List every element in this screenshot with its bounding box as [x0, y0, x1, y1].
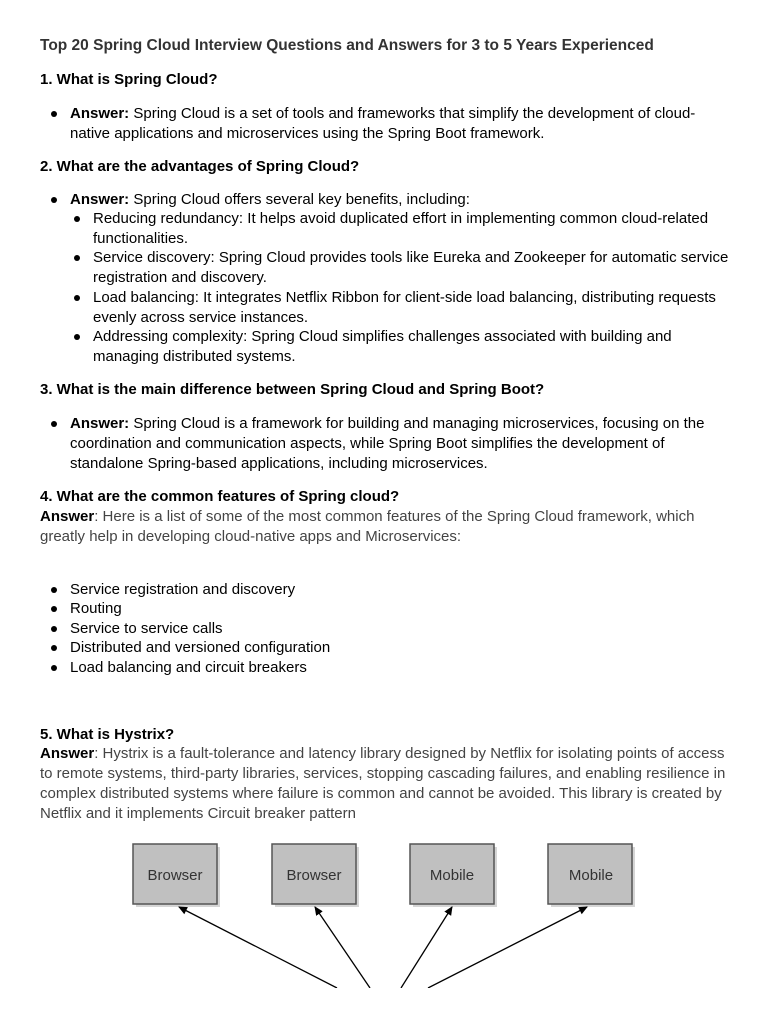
answer-label: Answer:: [70, 191, 130, 208]
hystrix-diagram: [125, 836, 655, 988]
node-browser-2: [272, 844, 359, 907]
question-5: 5. What is Hystrix?: [40, 726, 175, 743]
feature-item: Distributed and versioned configuration: [70, 639, 331, 656]
answer-4-text: : Here is a list of some of the most common features of the Spring Cloud framework, which greatly help in developing cloud-native apps and Microservices:: [40, 508, 695, 545]
node-label: Browser: [286, 867, 342, 884]
node-label: Mobile: [568, 867, 614, 884]
benefit-item: Service discovery: Spring Cloud provides tools like Eureka and Zookeeper for automatic service registration and discovery.: [93, 248, 738, 288]
feature-item: Service registration and discovery: [70, 581, 296, 598]
answer-1-text: Spring Cloud is a set of tools and frameworks that simplify the development of cloud-native applications and microservices using the Spring Boot framework.: [70, 105, 696, 142]
question-2: 2. What are the advantages of Spring Cloud?: [40, 158, 360, 175]
answer-word: Answer: [40, 508, 95, 525]
answer-label: Answer:: [70, 105, 130, 122]
arrow-connector: [315, 907, 370, 988]
answer-5-text: : Hystrix is a fault-tolerance and latency library designed by Netflix for isolating points of access to remote systems, third-party libraries, services, stopping cascading failures, and enabling resilience in complex distributed systems where failure is common and cannot be avoided. This library is created by Netflix and it implements Circuit breaker pattern: [40, 745, 726, 822]
page-title: Top 20 Spring Cloud Interview Questions and Answers for 3 to 5 Years Experienced: [40, 37, 654, 54]
answer-1: [70, 104, 735, 144]
question-4: 4. What are the common features of Spring cloud?: [40, 488, 400, 505]
benefit-item: Load balancing: It integrates Netflix Ribbon for client-side load balancing, distributing requests evenly across service instances.: [93, 288, 738, 328]
node-mobile-1: [410, 844, 497, 907]
node-browser-1: [133, 844, 220, 907]
feature-item: Routing: [70, 600, 122, 617]
arrow-connector: [428, 907, 587, 988]
arrow-connector: [179, 907, 337, 988]
arrow-connector: [401, 907, 452, 988]
question-3: 3. What is the main difference between Spring Cloud and Spring Boot?: [40, 381, 545, 398]
node-label: Browser: [147, 867, 203, 884]
benefit-item: Addressing complexity: Spring Cloud simplifies challenges associated with building and managing distributed systems.: [93, 327, 738, 367]
answer-word: Answer: [40, 745, 95, 762]
feature-item: Load balancing and circuit breakers: [70, 659, 307, 676]
node-label: Mobile: [429, 867, 475, 884]
benefit-item: Reducing redundancy: It helps avoid duplicated effort in implementing common cloud-related functionalities.: [93, 209, 738, 249]
answer-3: [70, 414, 735, 474]
diagram-svg: [125, 836, 655, 988]
answer-5: [40, 744, 730, 824]
answer-4: [40, 507, 730, 547]
answer-2-text: Spring Cloud offers several key benefits, including:: [133, 191, 470, 208]
question-1: 1. What is Spring Cloud?: [40, 71, 218, 88]
feature-item: Service to service calls: [70, 620, 223, 637]
answer-label: Answer:: [70, 415, 130, 432]
node-mobile-2: [548, 844, 635, 907]
answer-3-text: Spring Cloud is a framework for building and managing microservices, focusing on the coordination and communication aspects, while Spring Boot simplifies the development of standalone Spring-based applications, including microservices.: [70, 415, 705, 472]
answer-2: [70, 190, 735, 210]
